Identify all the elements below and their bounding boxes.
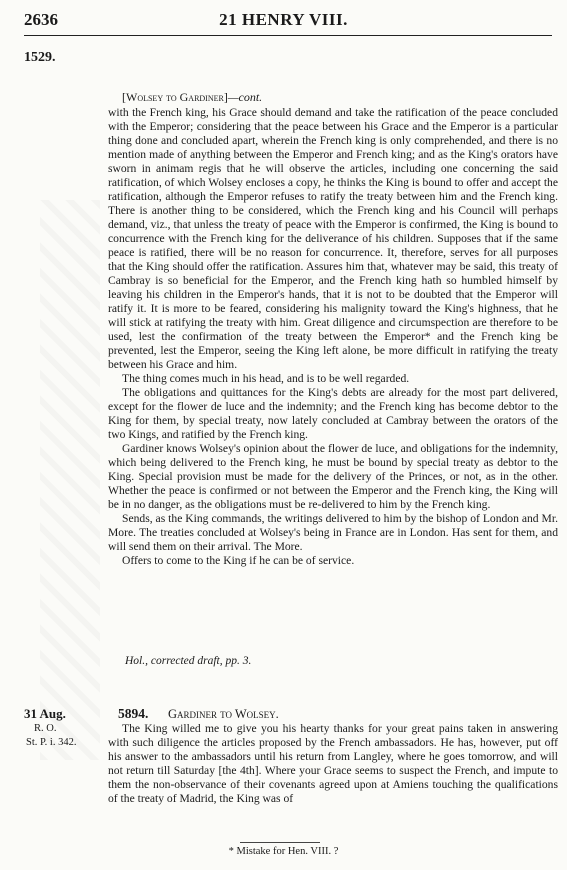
entry-reference: R. O. xyxy=(34,723,57,734)
running-head: 21 HENRY VIII. xyxy=(219,10,348,29)
entry-body xyxy=(108,722,558,806)
year-margin: 1529. xyxy=(24,50,56,65)
paragraph: Offers to come to the King if he can be of service. xyxy=(122,554,355,567)
header-rule xyxy=(24,35,552,36)
page-number: 2636 xyxy=(24,10,58,29)
entry-date: 31 Aug. xyxy=(24,706,66,721)
page-footnote: * Mistake for Hen. VIII. ? xyxy=(228,846,339,857)
paragraph: with the French king, his Grace should demand and take the ratification of the peace concluded with the Emperor; considering that the peace between his Grace and the Emperor is a particular thing done and concluded apart, wherein the French king is only comprehended, and there is no mention made of anything between the Emperor and French king; and as the King's orators have sworn in animam regis that he will observe the articles, including one concerning the said ratification, of which Wolsey encloses a copy, he thinks the King is bound to offer and accept the ratification, although the Emperor refuses to ratify the treaty between him and the French king. There is another thing to be considered, which the French king and his Council will perhaps demand, viz., that unless the treaty of peace with the Emperor is confirmed, the King is bound to concurrence with the French king for the deliverance of his children. Supposes that if the same peace is ratified, there will be no reason for concurrence. It, therefore, serves for all purposes that the King should offer the ratification. Assures him that, whatever may be said, this treaty of Cambray is so beneficial for the Emperor, and the French king hath so humbled himself by leaving his children in the Emperor's hands, that it is not to be doubted that the Emperor will ratify it. It is more to be feared, considering his malignity toward the King's highness, that he will stick at ratifying the treaty with him. Great diligence and circumspection are therefore to be used, lest the confirmation of the treaty between the Emperor* and the French king be prevented, lest the Emperor, seeing the King left alone, be more difficult in ratifying the treaty between his Grace and him. xyxy=(108,106,558,371)
entry-number: 5894. xyxy=(118,706,149,721)
paragraph: Gardiner knows Wolsey's opinion about the flower de luce, and obligations for the indemnity, which being delivered to the French king, he must be bound by special treaty as debtor to the King. Special provision must be made for the delivery of the Princes, or not, as in the other. Whether the peace is confirmed or not between the Emperor and the French king, the King will be in no danger, as the obligations must be re-delivered to him by the French king. xyxy=(108,442,558,511)
paragraph: The obligations and quittances for the King's debts are already for the most part delivered, except for the flower de luce and the indemnity; and the French king has become debtor to the King for them, by special treaty, now lately concluded at Cambray between the orators of the two Kings, and ratified by the French king. xyxy=(108,386,558,441)
heading-title: [Wolsey to Gardiner] xyxy=(122,90,228,104)
entry-title: Gardiner to Wolsey. xyxy=(168,707,279,721)
paragraph: The thing comes much in his head, and is to be well regarded. xyxy=(122,372,410,385)
heading-cont: —cont. xyxy=(227,90,263,104)
paragraph: Sends, as the King commands, the writings delivered to him by the bishop of London and Mr. More. The treaties concluded at Wolsey's being in France are in London. Has sent for them, and will send them on their arrival. The More. xyxy=(108,512,558,553)
paragraph: The King willed me to give you his hearty thanks for your great pains taken in answering with such diligence the articles proposed by the French ambassadors. He has, however, put off his answer to the ambassadors until his return from Langley, where he goes tomorrow, and will not return till Saturday [the 4th]. Where your Grace seems to suspect the French, and impute to them the non-observance of their covenants agreed upon at Amiens touching the qualifications of the treaty of Madrid, the King was of xyxy=(108,722,558,805)
faded-watermark xyxy=(40,200,100,760)
document-body xyxy=(108,106,558,568)
entry-reference: St. P. i. 342. xyxy=(26,737,77,748)
document-heading xyxy=(122,90,262,105)
source-note: Hol., corrected draft, pp. 3. xyxy=(125,655,252,667)
footnote-rule xyxy=(240,842,320,843)
